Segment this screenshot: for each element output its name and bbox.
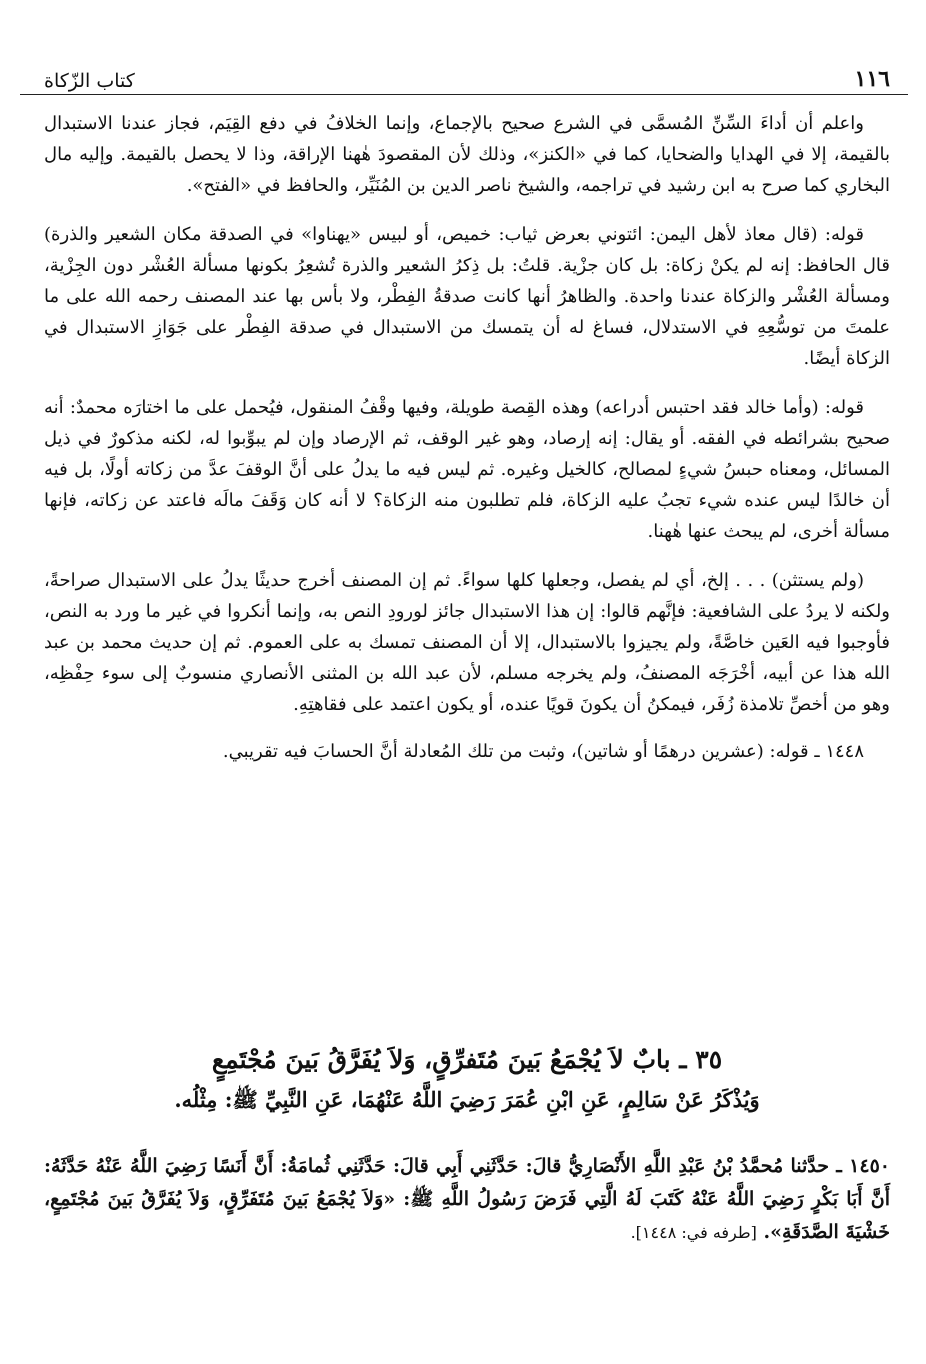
running-title: كتاب الزّكاة [44, 70, 135, 92]
chapter-subtitle: وَيُذْكَرُ عَنْ سَالِمٍ، عَنِ ابْنِ عُمَرَ رَضِيَ اللَّهُ عَنْهُمَا، عَنِ النَّبِيِّ ﷺ: مِثْلُه. [174, 1087, 760, 1112]
paragraph-1448: ١٤٤٨ ـ قوله: (عشرين درهمًا أو شاتين)، وثبت من تلك المُعادلة أنَّ الحسابَ فيه تقريبي. [222, 741, 864, 762]
header-divider [20, 94, 908, 95]
paragraph-khalid: قوله: (وأما خالد فقد احتبس أدراعه) وهذه القِصة طويلة، وفيها وقْفُ المنقول، فيُحمل على ما اختارَه محمدٌ: أنه صحيح بشرائطه في الفقه. أو يقال: إنه إرصاد، وهو غير الوقف، ثم الإرصاد وإن لم يبوِّبوا له، لكنه مذكورٌ في ذيل المسائل، ومعناه حبسُ شيءٍ لمصالح، كالخيل وغيره. ثم ليس فيه ما يدلُ على أنَّ الوقفَ عدَّ من زكاته أولًا، بل فيه أن خالدًا ليس عنده شيء تجبُ عليه الزكاة، فلم تطلبون منه الزكاة؟ لا أنه كان وَقَفَ مالَه فاعتد عن زكاته، فإنها مسألة أخرى، لم يبحث عنها هٰهنا. [44, 397, 891, 542]
hadith-1450 [44, 1150, 890, 1249]
paragraph-muadh: قوله: (قال معاذ لأهل اليمن: ائتوني بعرض ثياب: خميص، أو لبيس «يهناوا» في الصدقة مكان الشعير والذرة) قال الحافظ: إنه لم يكنْ زكاة: بل كان جزْية. قلتُ: بل ذِكرُ الشعير والذرة تُشعِرُ بكونها مسألة العُشْر دون الجِزْية، ومسألة العُشْر والزكاة عندنا واحدة. والظاهرُ أنها كانت صدقةُ الفِطْر، ولا بأس بها عند المصنف رحمه الله على ما علمتَ من توسُّعِهِ في الاستدلال، فساغ له أن يتمسك من الاستبدال في صدقة الفِطْر على جَوَازِ الاستبدال في الزكاة أيضًا. [44, 224, 890, 369]
chapter-title: ٣٥ ـ بابٌ لاَ يُجْمَعُ بَينَ مُتَفرِّقٍ، وَلاَ يُفَرَّقُ بَينَ مُجْتَمِعٍ [211, 1045, 723, 1074]
hadith-reference: [طرفه في: ١٤٤٨]. [630, 1223, 757, 1242]
chapter-heading [44, 1040, 890, 1118]
page-number: ١١٦ [854, 66, 890, 92]
paragraph-exception: (ولم يستثن) . . . إلخ، أي لم يفصل، وجعلها كلها سواءً. ثم إن المصنف أخرج حديثًا يدلُ على الاستبدال صراحةً، ولكنه لا يردُ على الشافعية: فإنَّهم قالوا: إن هذا الاستبدال جائز لورودِ النص به، وإنما أنكروا في غير ما ورد به النص، فأوجبوا فيه العَين خاصَّةً، ولم يجيزوا بالاستبدال، إلا أن المصنف تمسك به على العموم. ثم إن حديث محمد بن عبد الله هذا عن أبيه، أخْرَجَه المصنفُ، ولم يخرجه مسلم، لأن عبد الله بن المثنى الأنصاري منسوبٌ إلى سوء حِفْظِه، وهو من أخصِّ تلامذة زُفَر، فيمكنُ أن يكونَ قويًا عنده، أو يكون اعتمد على فقاهتِهِ. [44, 570, 890, 715]
paragraph-valuation: واعلم أن أداءَ السِّنِّ المُسمَّى في الشرع صحيح بالإجماع، وإنما الخلافُ في دفع القِيَم، فجاز عندنا الاستبدال بالقيمة، إلا في الهدايا والضحايا، كما في «الكنز»، وذلك لأن المقصودَ هٰهنا الإراقة، وذا لا يحصل بالقيمة. وإليه مال البخاري كما صرح به ابن رشيد في تراجمه، والشيخ ناصر الدين بن المُنَيِّر، والحافظ في «الفتح». [44, 113, 890, 196]
page-header [44, 58, 890, 92]
hadith-text: ١٤٥٠ ـ حدَّثنا مُحمَّدُ بْنُ عَبْدِ اللَّهِ الأَنْصَارِيُّ قالَ: حَدَّثَنِي أَبِي قالَ: حَدَّثَنِي ثُمامَةُ: أَنَّ أَنَسًا رَضِيَ اللَّهُ عَنْهُ حَدَّثَهُ: أَنَّ أَبَا بَكْرٍ رَضِيَ اللَّهُ عَنْهُ كَتَبَ لَهُ الَّتِي فَرَضَ رَسُولُ اللَّهِ ﷺ: «وَلاَ يُجْمَعُ بَينَ مُتَفَرِّقٍ، وَلاَ يُفَرَّقُ بَينَ مُجْتَمِعٍ، خَشْيَةَ الصَّدَقَةِ». [44, 1155, 890, 1243]
commentary-body [44, 108, 890, 785]
